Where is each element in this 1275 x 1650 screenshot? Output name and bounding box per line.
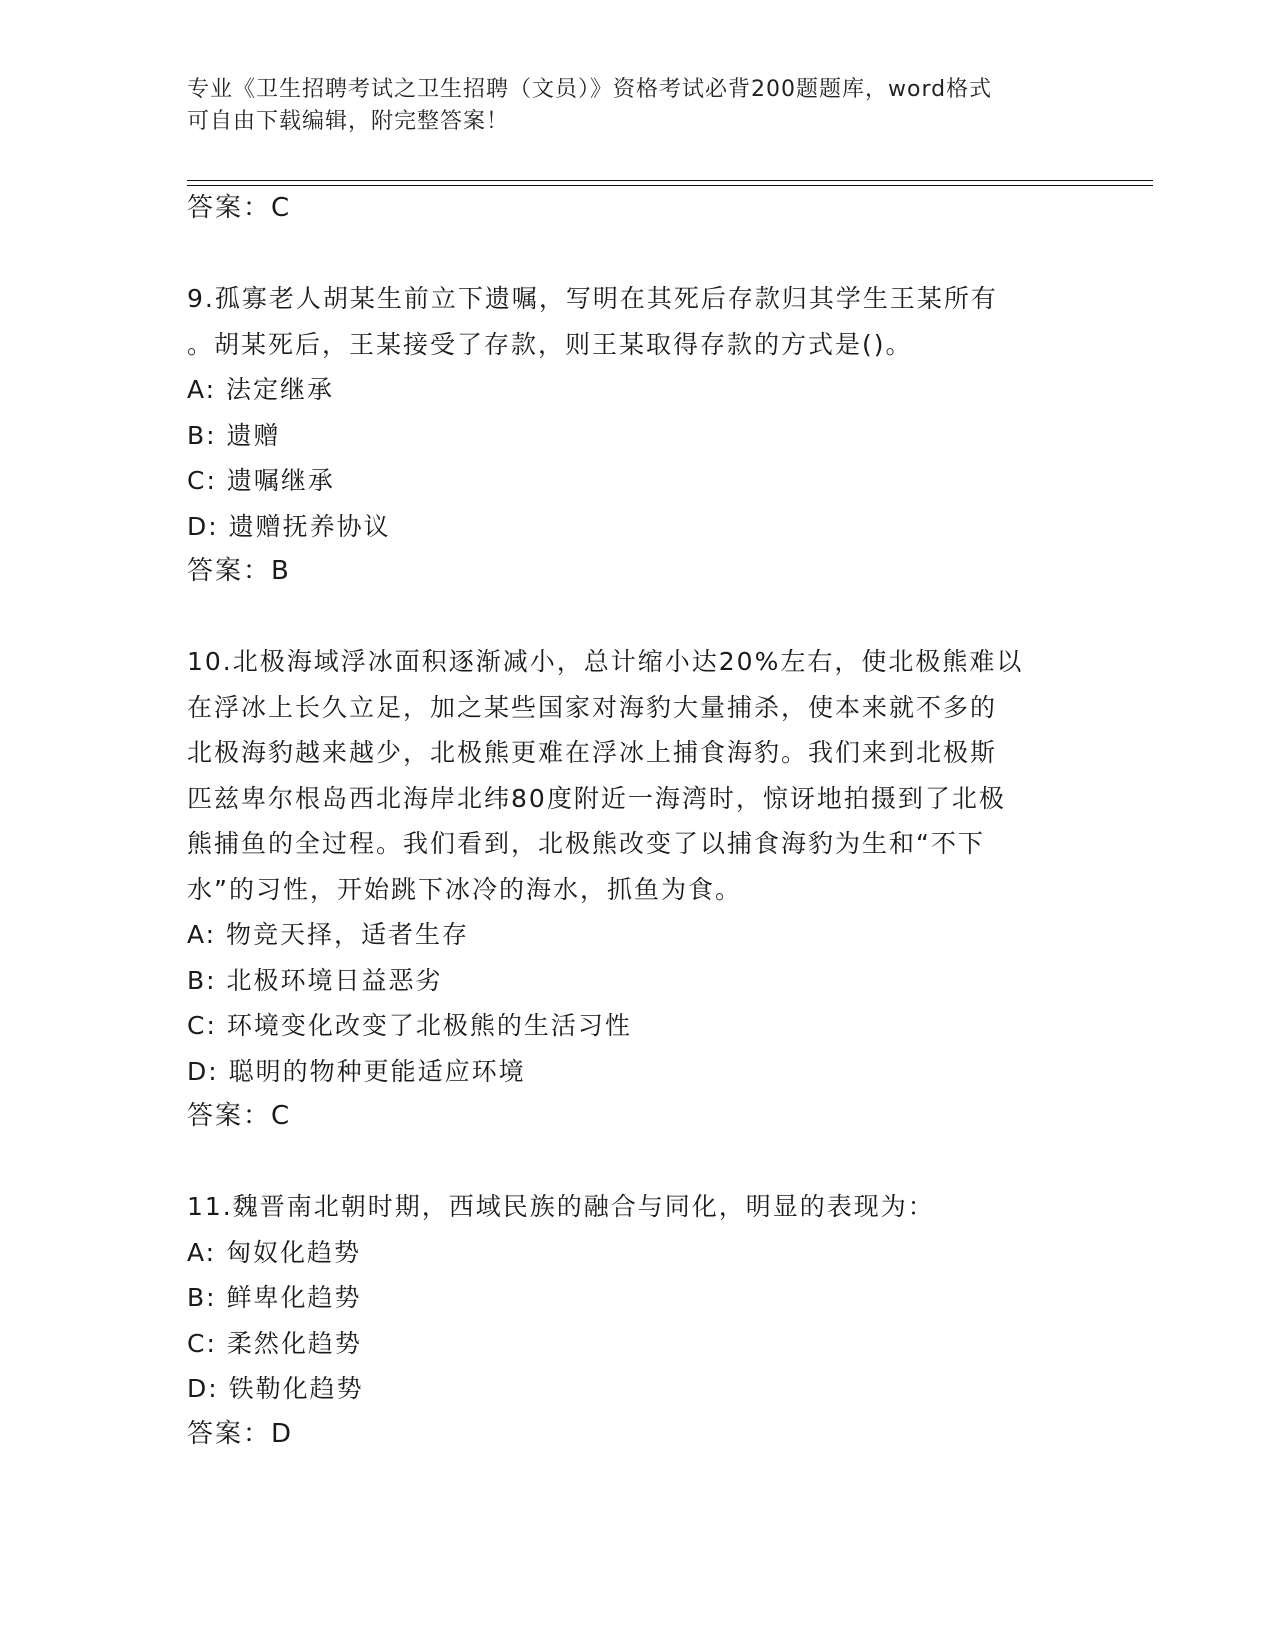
header-line-1: 专业《卫生招聘考试之卫生招聘（文员）》资格考试必背200题题库，word格式 — [187, 77, 993, 102]
question-text: 北极海豹越来越少，北极熊更难在浮冰上捕食海豹。我们来到北极斯 — [187, 738, 998, 767]
option-d: D: 遗赠抚养协议 — [187, 511, 391, 541]
question-text: 11.魏晋南北朝时期，西域民族的融合与同化，明显的表现为： — [187, 1192, 935, 1221]
spacer — [187, 594, 1087, 639]
question-text: 9.孤寡老人胡某生前立下遗嘱，写明在其死后存款归其学生王某所有 — [187, 284, 998, 313]
answer-line: 答案：C — [187, 1101, 292, 1131]
question-11 — [187, 1184, 1087, 1457]
question-text: 在浮冰上长久立足，加之某些国家对海豹大量捕杀，使本来就不多的 — [187, 692, 998, 722]
option-c: C: 遗嘱继承 — [187, 466, 335, 495]
document-header — [187, 74, 1067, 138]
question-text: 匹兹卑尔根岛西北海岸北纬80度附近一海湾时，惊讶地拍摄到了北极 — [187, 783, 1006, 813]
question-10 — [187, 639, 1087, 1139]
option-a: A: 法定继承 — [187, 375, 335, 404]
question-text: 。胡某死后，王某接受了存款，则王某取得存款的方式是()。 — [187, 329, 913, 359]
question-text: 熊捕鱼的全过程。我们看到，北极熊改变了以捕食海豹为生和“不下 — [187, 829, 985, 858]
header-rule-top — [187, 180, 1153, 181]
question-text: 水”的习性，开始跳下冰冷的海水，抓鱼为食。 — [187, 874, 742, 904]
question-text: 10.北极海域浮冰面积逐渐减小，总计缩小达20%左右，使北极熊难以 — [187, 647, 1024, 676]
option-b: B: 鲜卑化趋势 — [187, 1283, 362, 1312]
option-b: B: 遗赠 — [187, 420, 281, 450]
answer-line: 答案：D — [187, 1418, 294, 1449]
answer-line: 答案：C — [187, 193, 292, 223]
option-c: C: 柔然化趋势 — [187, 1328, 362, 1358]
spacer — [187, 1139, 1087, 1184]
option-b: B: 北极环境日益恶劣 — [187, 965, 443, 995]
answer-line: 答案：B — [187, 556, 291, 586]
option-a: A: 物竞天择，适者生存 — [187, 920, 470, 949]
option-c: C: 环境变化改变了北极熊的生活习性 — [187, 1011, 632, 1040]
option-a: A: 匈奴化趋势 — [187, 1237, 362, 1267]
option-d: D: 铁勒化趋势 — [187, 1374, 364, 1403]
question-list — [187, 186, 1087, 1457]
option-d: D: 聪明的物种更能适应环境 — [187, 1056, 526, 1086]
header-line-2: 可自由下载编辑，附完整答案！ — [187, 109, 510, 134]
spacer — [187, 231, 1087, 276]
question-9 — [187, 276, 1087, 594]
